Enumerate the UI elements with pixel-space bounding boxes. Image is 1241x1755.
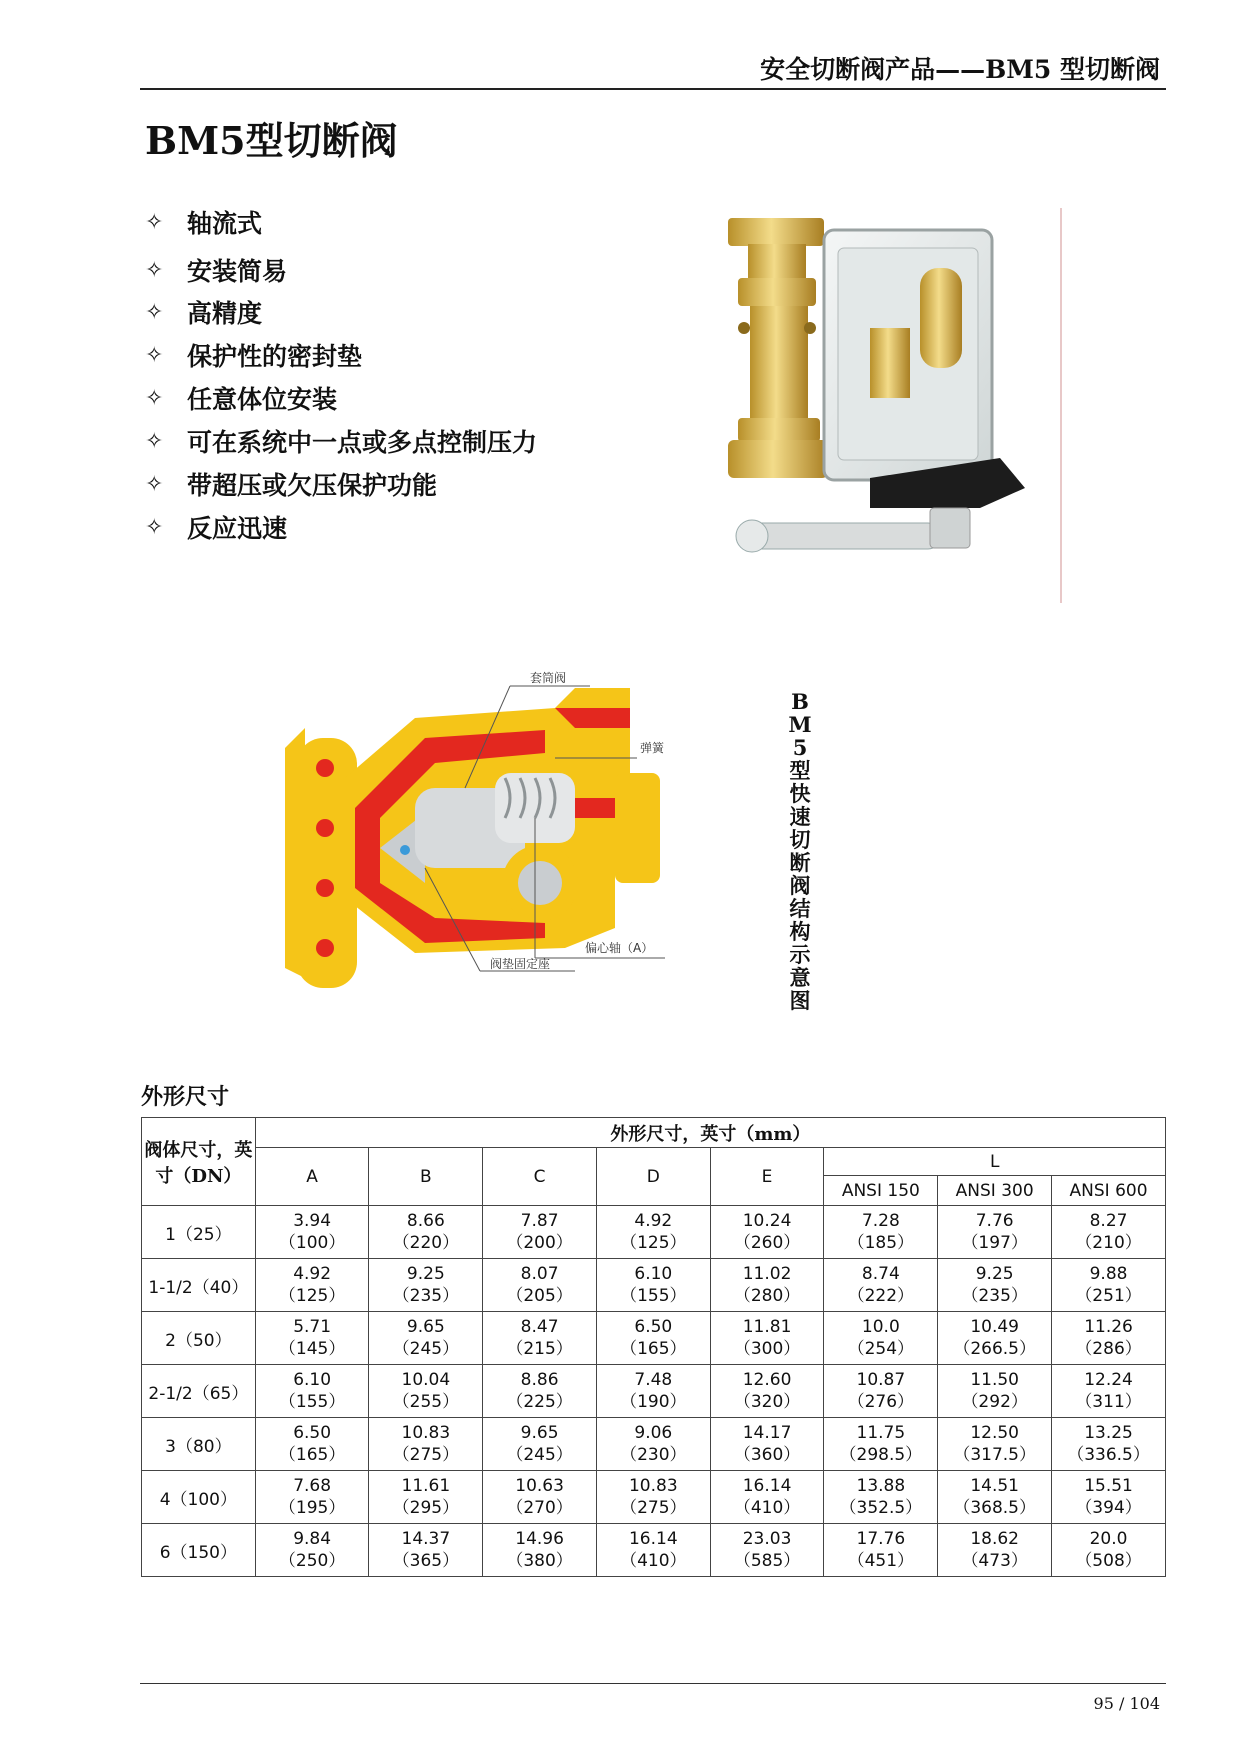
cell-mm-value: （155） — [620, 1286, 687, 1306]
cell-mm-value: （195） — [278, 1498, 346, 1518]
table-row — [142, 1524, 1166, 1577]
cell-inch-value: 15.51 — [1084, 1476, 1133, 1496]
table-cell — [824, 1471, 938, 1524]
cell-mm-value: （368.5） — [953, 1498, 1036, 1518]
feature-item: ✧ 任意体位安装 — [145, 385, 338, 414]
table-cell — [596, 1259, 710, 1312]
cell-mm-value: （222） — [847, 1286, 915, 1306]
table-row — [142, 1259, 1166, 1312]
cell-mm-value: （360） — [733, 1445, 801, 1465]
table-cell — [710, 1471, 824, 1524]
cell-inch-value: 17.76 — [856, 1529, 906, 1549]
valve-structure-diagram — [285, 668, 695, 1013]
cell-inch-value: 10.49 — [970, 1317, 1019, 1337]
table-row — [142, 1418, 1166, 1471]
table-cell — [483, 1259, 597, 1312]
table-cell — [255, 1365, 369, 1418]
table-cell — [824, 1312, 938, 1365]
cell-inch-value: 9.84 — [293, 1529, 332, 1549]
table-cell — [938, 1365, 1052, 1418]
table-cell — [824, 1524, 938, 1577]
cell-mm-value: （317.5） — [953, 1445, 1036, 1465]
cell-mm-value: （275） — [620, 1498, 687, 1518]
header-ansi-600: ANSI 600 — [1052, 1176, 1166, 1206]
cell-inch-value: 18.62 — [970, 1529, 1019, 1549]
table-cell — [1052, 1471, 1166, 1524]
page-title: BM5型切断阀 — [145, 118, 398, 163]
diamond-star-icon: ✧ — [145, 385, 164, 411]
table-cell — [824, 1259, 938, 1312]
table-cell — [369, 1524, 483, 1577]
cell-mm-value: （225） — [506, 1392, 573, 1412]
cell-mm-value: （473） — [961, 1551, 1028, 1571]
table-cell — [824, 1206, 938, 1259]
table-row — [142, 1206, 1166, 1259]
feature-item: ✧ 可在系统中一点或多点控制压力 — [145, 428, 538, 457]
cell-inch-value: 16.14 — [628, 1529, 678, 1549]
photo-edge-line — [1060, 208, 1062, 603]
cell-inch-value: 14.51 — [970, 1476, 1019, 1496]
table-cell — [483, 1312, 597, 1365]
table-cell — [938, 1418, 1052, 1471]
cell-inch-value: 10.63 — [515, 1476, 564, 1496]
cell-inch-value: 16.14 — [742, 1476, 792, 1496]
label-spring: 弹簧 — [640, 741, 665, 755]
cell-inch-value: 4.92 — [293, 1264, 332, 1284]
row-size-cell: 4（100） — [142, 1471, 256, 1524]
cell-mm-value: （266.5） — [953, 1339, 1036, 1359]
header-col-c: C — [483, 1148, 597, 1206]
table-cell — [255, 1471, 369, 1524]
table-row — [142, 1312, 1166, 1365]
table-cell — [369, 1471, 483, 1524]
feature-item: ✧ 带超压或欠压保护功能 — [145, 471, 438, 500]
cell-inch-value: 8.47 — [520, 1317, 559, 1337]
table-cell — [369, 1206, 483, 1259]
cell-inch-value: 9.25 — [406, 1264, 445, 1284]
cell-inch-value: 11.81 — [742, 1317, 792, 1337]
cell-inch-value: 11.75 — [856, 1423, 906, 1443]
label-seat-holder: 阀垫固定座 — [490, 957, 551, 971]
cell-mm-value: （205） — [506, 1286, 573, 1306]
row-size-cell: 3（80） — [142, 1418, 256, 1471]
page-footer — [140, 1683, 1166, 1713]
cell-inch-value: 6.10 — [634, 1264, 673, 1284]
cell-mm-value: （185） — [847, 1233, 915, 1253]
table-cell — [710, 1206, 824, 1259]
table-cell — [1052, 1312, 1166, 1365]
cell-mm-value: （210） — [1075, 1233, 1142, 1253]
cell-mm-value: （280） — [733, 1286, 801, 1306]
table-cell — [369, 1259, 483, 1312]
cell-inch-value: 23.03 — [742, 1529, 792, 1549]
cell-inch-value: 10.83 — [628, 1476, 678, 1496]
cell-mm-value: （235） — [961, 1286, 1028, 1306]
cell-inch-value: 9.65 — [406, 1317, 445, 1337]
table-cell — [369, 1365, 483, 1418]
cell-mm-value: （245） — [506, 1445, 573, 1465]
cell-mm-value: （352.5） — [839, 1498, 923, 1518]
cell-mm-value: （230） — [620, 1445, 687, 1465]
cell-mm-value: （254） — [847, 1339, 915, 1359]
cell-inch-value: 12.50 — [970, 1423, 1019, 1443]
cell-inch-value: 11.26 — [1084, 1317, 1133, 1337]
cell-inch-value: 8.27 — [1089, 1211, 1128, 1231]
row-size-cell: 1（25） — [142, 1206, 256, 1259]
diamond-star-icon: ✧ — [145, 209, 164, 235]
cell-inch-value: 11.02 — [742, 1264, 792, 1284]
dimensions-table — [141, 1117, 1166, 1577]
cell-inch-value: 9.25 — [975, 1264, 1014, 1284]
cell-inch-value: 9.06 — [634, 1423, 673, 1443]
header-ansi-300: ANSI 300 — [938, 1176, 1052, 1206]
cell-inch-value: 7.68 — [293, 1476, 332, 1496]
header-col-e: E — [710, 1148, 824, 1206]
diamond-star-icon: ✧ — [145, 471, 164, 497]
cell-inch-value: 11.61 — [401, 1476, 451, 1496]
header-col-a: A — [255, 1148, 369, 1206]
feature-item: ✧ 保护性的密封垫 — [145, 342, 363, 371]
table-cell — [369, 1418, 483, 1471]
cell-inch-value: 11.50 — [970, 1370, 1019, 1390]
cell-mm-value: （394） — [1075, 1498, 1142, 1518]
diamond-star-icon: ✧ — [145, 342, 164, 368]
cell-mm-value: （200） — [506, 1233, 573, 1253]
feature-item: ✧ 安装简易 — [145, 257, 288, 286]
cell-inch-value: 14.96 — [515, 1529, 564, 1549]
cell-mm-value: （275） — [392, 1445, 460, 1465]
cell-inch-value: 10.83 — [401, 1423, 451, 1443]
cell-inch-value: 9.88 — [1089, 1264, 1128, 1284]
cell-inch-value: 7.48 — [634, 1370, 673, 1390]
cell-inch-value: 10.24 — [742, 1211, 792, 1231]
cell-mm-value: （255） — [392, 1392, 460, 1412]
cell-inch-value: 8.74 — [861, 1264, 900, 1284]
table-cell — [710, 1259, 824, 1312]
cell-mm-value: （165） — [620, 1339, 687, 1359]
table-cell — [710, 1365, 824, 1418]
diamond-star-icon: ✧ — [145, 514, 164, 540]
table-cell — [938, 1206, 1052, 1259]
table-cell — [483, 1206, 597, 1259]
cell-inch-value: 8.66 — [406, 1211, 445, 1231]
label-sleeve-valve: 套筒阀 — [530, 671, 567, 685]
cell-mm-value: （311） — [1075, 1392, 1142, 1412]
cell-inch-value: 8.86 — [520, 1370, 559, 1390]
cell-inch-value: 12.60 — [742, 1370, 792, 1390]
cell-mm-value: （298.5） — [839, 1445, 923, 1465]
table-cell — [596, 1471, 710, 1524]
feature-item: ✧ 高精度 — [145, 299, 263, 328]
table-cell — [483, 1471, 597, 1524]
cell-mm-value: （336.5） — [1067, 1445, 1150, 1465]
diamond-star-icon: ✧ — [145, 257, 164, 283]
cell-mm-value: （508） — [1075, 1551, 1142, 1571]
cell-mm-value: （197） — [961, 1233, 1028, 1253]
cell-mm-value: （286） — [1075, 1339, 1142, 1359]
table-cell — [824, 1418, 938, 1471]
cell-inch-value: 3.94 — [293, 1211, 332, 1231]
cell-inch-value: 13.25 — [1084, 1423, 1133, 1443]
table-cell — [483, 1524, 597, 1577]
table-cell — [710, 1312, 824, 1365]
cell-inch-value: 10.87 — [856, 1370, 906, 1390]
cell-inch-value: 14.17 — [742, 1423, 792, 1443]
label-eccentric-shaft: 偏心轴（A） — [585, 941, 654, 955]
row-size-cell: 6（150） — [142, 1524, 256, 1577]
cell-mm-value: （155） — [278, 1392, 346, 1412]
table-cell — [1052, 1206, 1166, 1259]
cell-mm-value: （260） — [733, 1233, 801, 1253]
cell-mm-value: （380） — [506, 1551, 573, 1571]
table-cell — [938, 1524, 1052, 1577]
table-cell — [938, 1471, 1052, 1524]
row-size-cell: 1-1/2（40） — [142, 1259, 256, 1312]
cell-mm-value: （250） — [278, 1551, 346, 1571]
cell-mm-value: （295） — [392, 1498, 460, 1518]
table-row — [142, 1471, 1166, 1524]
page-number: 95 / 104 — [1093, 1694, 1160, 1713]
table-cell — [1052, 1365, 1166, 1418]
table-cell — [255, 1418, 369, 1471]
table-cell — [1052, 1259, 1166, 1312]
cell-inch-value: 6.50 — [293, 1423, 332, 1443]
cell-mm-value: （270） — [506, 1498, 573, 1518]
table-cell — [255, 1524, 369, 1577]
header-text: 安全切断阀产品——BM5 型切断阀 — [760, 55, 1160, 84]
cell-mm-value: （365） — [392, 1551, 460, 1571]
cell-mm-value: （251） — [1075, 1286, 1142, 1306]
header-col-b: B — [369, 1148, 483, 1206]
table-cell — [483, 1418, 597, 1471]
feature-item: ✧ 反应迅速 — [145, 514, 288, 543]
table-body — [142, 1206, 1166, 1577]
cell-inch-value: 6.50 — [634, 1317, 673, 1337]
table-cell — [255, 1259, 369, 1312]
table-cell — [483, 1365, 597, 1418]
table-cell — [596, 1312, 710, 1365]
cell-inch-value: 14.37 — [401, 1529, 451, 1549]
feature-item: ✧ 轴流式 — [145, 209, 263, 238]
cell-mm-value: （220） — [392, 1233, 460, 1253]
row-size-cell: 2（50） — [142, 1312, 256, 1365]
cell-inch-value: 20.0 — [1089, 1529, 1128, 1549]
table-cell — [255, 1312, 369, 1365]
cell-mm-value: （320） — [733, 1392, 801, 1412]
cell-inch-value: 10.0 — [861, 1317, 900, 1337]
cell-mm-value: （410） — [733, 1498, 801, 1518]
row-size-cell: 2-1/2（65） — [142, 1365, 256, 1418]
table-row — [142, 1365, 1166, 1418]
table-cell — [596, 1524, 710, 1577]
table-cell — [1052, 1418, 1166, 1471]
table-cell — [596, 1206, 710, 1259]
cell-mm-value: （300） — [733, 1339, 801, 1359]
table-cell — [938, 1259, 1052, 1312]
cell-mm-value: （145） — [278, 1339, 346, 1359]
valve-product-photo — [720, 208, 1060, 603]
cell-inch-value: 6.10 — [293, 1370, 332, 1390]
dimensions-title: 外形尺寸 — [141, 1084, 230, 1110]
cell-mm-value: （245） — [392, 1339, 460, 1359]
diamond-star-icon: ✧ — [145, 428, 164, 454]
cell-inch-value: 5.71 — [293, 1317, 332, 1337]
cell-mm-value: （165） — [278, 1445, 346, 1465]
header-ansi-150: ANSI 150 — [824, 1176, 938, 1206]
table-cell — [1052, 1524, 1166, 1577]
cell-inch-value: 10.04 — [401, 1370, 451, 1390]
header-col-l: L — [824, 1148, 1166, 1176]
page-header — [140, 48, 1166, 90]
table-cell — [938, 1312, 1052, 1365]
cell-mm-value: （215） — [506, 1339, 573, 1359]
table-cell — [255, 1206, 369, 1259]
diamond-star-icon: ✧ — [145, 299, 164, 325]
cell-inch-value: 4.92 — [634, 1211, 673, 1231]
cell-inch-value: 12.24 — [1084, 1370, 1133, 1390]
cell-mm-value: （125） — [278, 1286, 346, 1306]
table-cell — [596, 1418, 710, 1471]
header-col-d: D — [596, 1148, 710, 1206]
cell-mm-value: （451） — [847, 1551, 915, 1571]
cell-mm-value: （585） — [733, 1551, 801, 1571]
cell-mm-value: （235） — [392, 1286, 460, 1306]
table-cell — [824, 1365, 938, 1418]
header-body-size: 阀体尺寸，英寸（DN） — [142, 1118, 256, 1206]
cell-inch-value: 13.88 — [856, 1476, 906, 1496]
cell-inch-value: 7.87 — [520, 1211, 559, 1231]
diagram-caption: BM5型快速切断阀结构示意图 — [788, 689, 812, 1013]
cell-inch-value: 7.76 — [975, 1211, 1014, 1231]
header-group: 外形尺寸，英寸（mm） — [255, 1118, 1165, 1148]
cell-inch-value: 7.28 — [861, 1211, 900, 1231]
cell-mm-value: （100） — [278, 1233, 346, 1253]
cell-inch-value: 8.07 — [520, 1264, 559, 1284]
cell-mm-value: （410） — [620, 1551, 687, 1571]
table-cell — [710, 1524, 824, 1577]
cell-inch-value: 9.65 — [520, 1423, 559, 1443]
cell-mm-value: （276） — [847, 1392, 915, 1412]
table-cell — [710, 1418, 824, 1471]
cell-mm-value: （292） — [961, 1392, 1028, 1412]
table-cell — [596, 1365, 710, 1418]
table-cell — [369, 1312, 483, 1365]
cell-mm-value: （190） — [620, 1392, 687, 1412]
cell-mm-value: （125） — [620, 1233, 687, 1253]
